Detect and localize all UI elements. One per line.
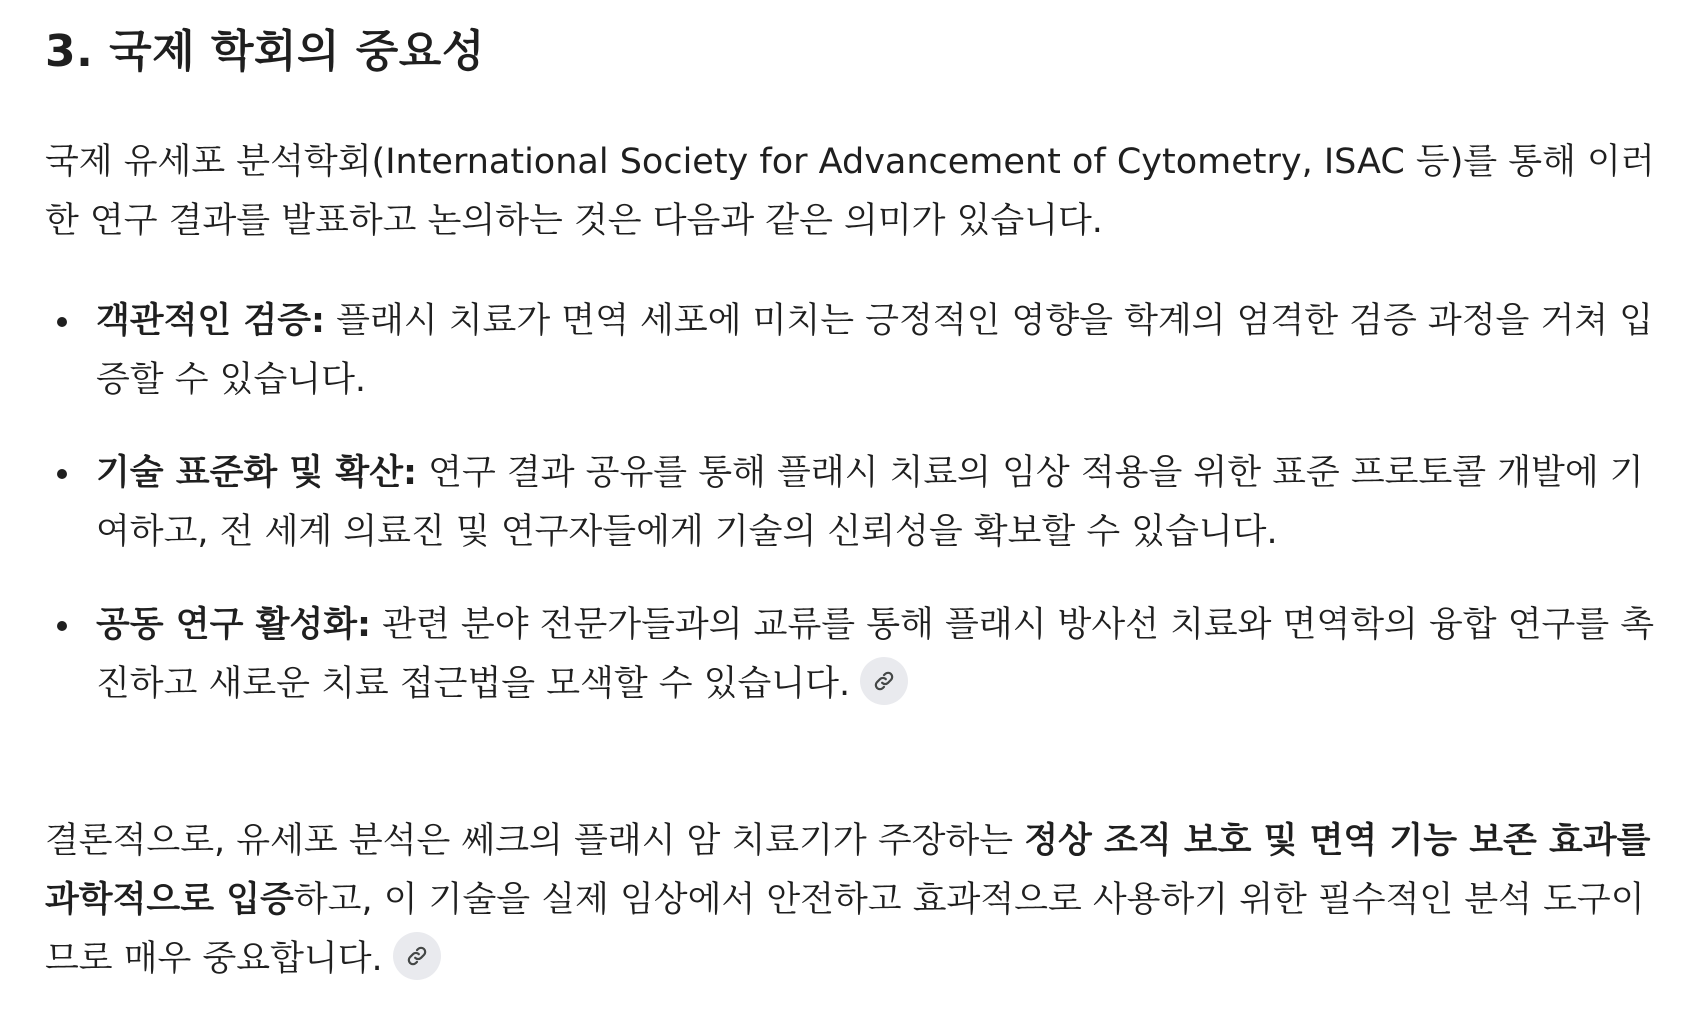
link-icon [873,670,895,692]
bullet-term: 공동 연구 활성화: [96,605,372,645]
bullet-text: 관련 분야 전문가들과의 교류를 통해 플래시 방사선 치료와 면역학의 융합 연구를 촉진하고 새로운 치료 접근법을 모색할 수 있습니다. [96,605,1655,704]
bullet-term: 기술 표준화 및 확산: [96,453,418,493]
conclusion-text: 결론적으로, 유세포 분석은 쎄크의 플래시 암 치료기가 주장하는 [45,821,1025,861]
bullet-text: 연구 결과 공유를 통해 플래시 치료의 임상 적용을 위한 표준 프로토콜 개발에 기여하고, 전 세계 의료진 및 연구자들에게 기술의 신뢰성을 확보할 수 있습니다. [96,453,1644,552]
bullet-dot [57,621,67,631]
source-link-button[interactable] [860,657,908,705]
conclusion-paragraph [45,812,1665,989]
conclusion-text-end: 하고, 이 기술을 실제 임상에서 안전하고 효과적으로 사용하기 위한 필수적인 분석 도구이므로 매우 중요합니다. [45,880,1645,979]
list-item [0,292,1691,410]
conclusion-emphasis: 정상 조직 보호 및 면역 기능 보존 효과를 과학적으로 입증 [45,821,1651,920]
link-icon [406,945,428,967]
bullet-dot [57,469,67,479]
bullet-dot [57,317,67,327]
list-item [0,444,1691,562]
intro-paragraph: 국제 유세포 분석학회(International Society for Advancement of Cytometry, ISAC 등)를 통해 이러한 연구 결과를 발표하고 논의하는 것은 다음과 같은 의미가 있습니다. [45,142,1655,241]
source-link-button[interactable] [393,932,441,980]
bullet-term: 객관적인 검증: [96,301,326,341]
list-item [0,596,1691,714]
section-heading: 3. 국제 학회의 중요성 [45,26,485,77]
bullet-text: 플래시 치료가 면역 세포에 미치는 긍정적인 영향을 학계의 엄격한 검증 과정을 거쳐 입증할 수 있습니다. [96,301,1654,400]
bullet-list [0,292,1691,748]
